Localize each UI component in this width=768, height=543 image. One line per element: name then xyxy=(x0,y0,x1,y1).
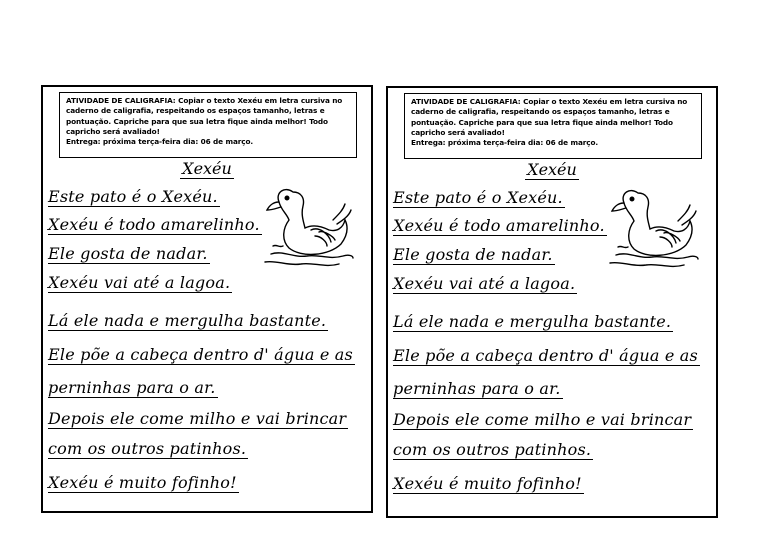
instruction-line: capricho será avaliado! xyxy=(66,126,160,136)
text-line: Ele põe a cabeça dentro d' água e as xyxy=(393,346,698,365)
instruction-line: capricho será avaliado! xyxy=(411,127,505,137)
instruction-box xyxy=(59,92,357,158)
delivery-date: Entrega: próxima terça-feira dia: 06 de março. xyxy=(66,137,254,147)
text-line: Xexéu vai até a lagoa. xyxy=(48,273,231,292)
text-line: com os outros patinhos. xyxy=(48,439,247,458)
instruction-line: pontuação. Capriche para que sua letra fique ainda melhor! Todo xyxy=(411,117,673,127)
text-line: Xexéu é muito fofinho! xyxy=(393,474,582,493)
text-line: Xexéu é todo amarelinho. xyxy=(393,216,605,235)
text-line: Ele gosta de nadar. xyxy=(48,244,208,263)
instruction-line: ATIVIDADE DE CALIGRAFIA: Copiar o texto Xexéu em letra cursiva no xyxy=(411,97,688,106)
duck-illustration xyxy=(608,181,700,271)
instruction-line: ATIVIDADE DE CALIGRAFIA: Copiar o texto Xexéu em letra cursiva no xyxy=(66,96,343,105)
text-title: Xexéu xyxy=(182,159,232,178)
text-line: perninhas para o ar. xyxy=(48,378,216,397)
delivery-date: Entrega: próxima terça-feira dia: 06 de março. xyxy=(411,138,599,148)
worksheet-right xyxy=(386,86,718,518)
text-line: com os outros patinhos. xyxy=(393,440,592,459)
text-title: Xexéu xyxy=(527,160,577,179)
text-line: Xexéu é todo amarelinho. xyxy=(48,215,260,234)
text-line: Depois ele come milho e vai brincar xyxy=(393,410,692,429)
text-line: Depois ele come milho e vai brincar xyxy=(48,409,347,428)
instruction-line: caderno de caligrafia, respeitando os espaços tamanho, letras e xyxy=(411,107,670,117)
text-line: Lá ele nada e mergulha bastante. xyxy=(393,312,672,331)
instruction-box xyxy=(404,93,702,159)
worksheet-left xyxy=(41,85,373,513)
text-line: Este pato é o Xexéu. xyxy=(393,188,563,207)
text-line: Xexéu vai até a lagoa. xyxy=(393,274,576,293)
text-line: Lá ele nada e mergulha bastante. xyxy=(48,311,327,330)
text-line: Este pato é o Xexéu. xyxy=(48,187,218,206)
duck-illustration xyxy=(263,180,355,270)
text-line: Ele gosta de nadar. xyxy=(393,245,553,264)
instruction-line: caderno de caligrafia, respeitando os espaços tamanho, letras e xyxy=(66,106,325,116)
text-line: Ele põe a cabeça dentro d' água e as xyxy=(48,345,353,364)
text-line: perninhas para o ar. xyxy=(393,379,561,398)
instruction-line: pontuação. Capriche para que sua letra fique ainda melhor! Todo xyxy=(66,116,328,126)
text-line: Xexéu é muito fofinho! xyxy=(48,473,237,492)
